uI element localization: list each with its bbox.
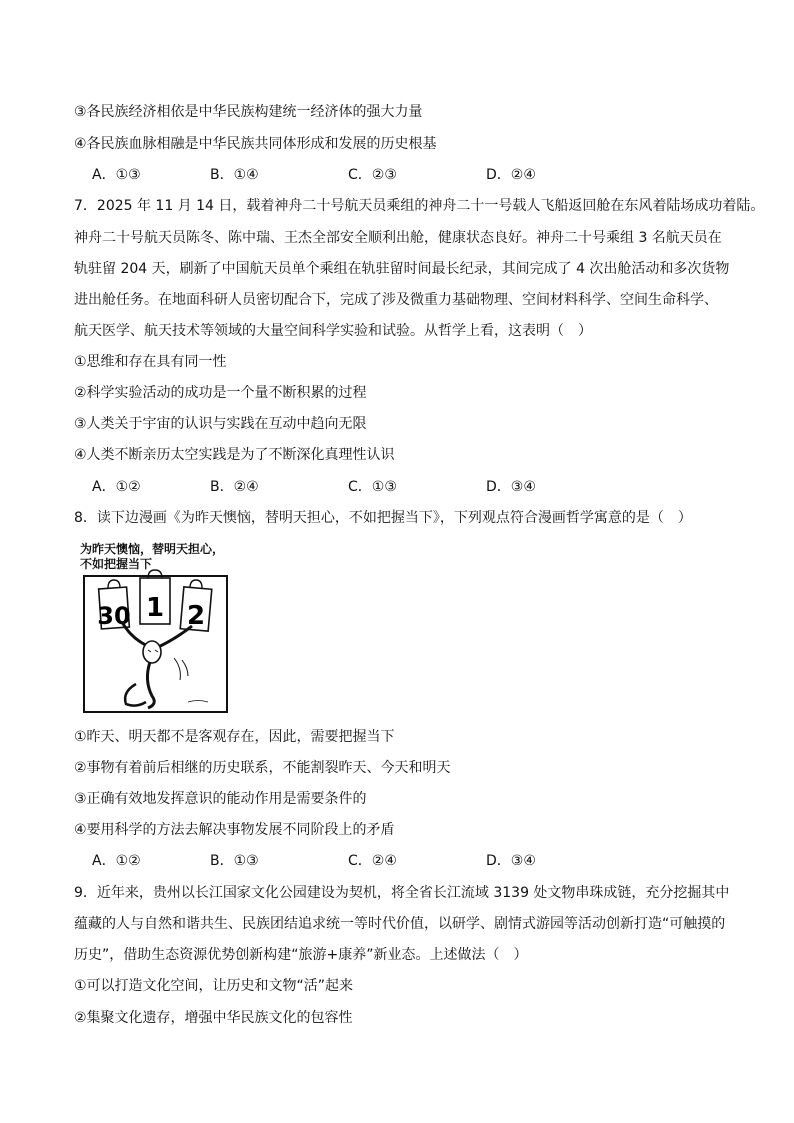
calendar-number-tomorrow: 2 xyxy=(186,601,206,631)
option-b[interactable]: B．①④ xyxy=(210,167,259,183)
q7-stem-line-4: 进出舱任务。在地面科研人员密切配合下，完成了涉及微重力基础物理、空间材料科学、空间生命科学、 xyxy=(74,292,718,308)
q8-statement-1: ①昨天、明天都不是客观存在，因此，需要把握当下 xyxy=(74,729,395,745)
q8-option-c[interactable]: C．②④ xyxy=(348,853,397,869)
q9-statement-1: ①可以打造文化空间，让历史和文物“活”起来 xyxy=(74,978,354,994)
figure-body xyxy=(147,662,154,708)
cartoon-caption-line-2: 不如把握当下 xyxy=(80,557,153,571)
q8-option-d[interactable]: D．③④ xyxy=(486,853,536,869)
q7-option-c[interactable]: C．①③ xyxy=(348,479,397,495)
option-a[interactable]: A．①③ xyxy=(92,167,141,183)
figure-legs xyxy=(125,684,146,706)
q8-statement-4: ④要用科学的方法去解决事物发展不同阶段上的矛盾 xyxy=(74,822,395,838)
figure-head xyxy=(143,641,161,663)
q9-stem-line-3: 历史”，借助生态资源优势创新构建“旅游+康养”新业态。上述做法（ ） xyxy=(74,947,528,963)
q8-option-b[interactable]: B．①③ xyxy=(210,853,259,869)
q7-option-b[interactable]: B．②④ xyxy=(210,479,259,495)
q7-statement-2: ②科学实验活动的成功是一个量不断积累的过程 xyxy=(74,385,367,401)
cartoon-illustration xyxy=(74,540,234,715)
q7-stem-line-1: 7．2025 年 11 月 14 日，载着神舟二十号航天员乘组的神舟二十一号载人飞船返回舱在东风着陆场成功着陆。 xyxy=(74,198,765,214)
q8-statement-3: ③正确有效地发挥意识的能动作用是需要条件的 xyxy=(74,791,367,807)
q7-statement-4: ④人类不断亲历太空实践是为了不断深化真理性认识 xyxy=(74,447,395,463)
q9-stem-line-1: 9．近年来，贵州以长江国家文化公园建设为契机，将全省长江流域 3139 处文物串珠成链，充分挖掘其中 xyxy=(74,885,730,901)
figure-right-arm xyxy=(156,626,192,648)
statement-4: ④各民族血脉相融是中华民族共同体形成和发展的历史根基 xyxy=(74,136,437,152)
q8-option-a[interactable]: A．①② xyxy=(92,853,141,869)
q8-stem: 8．读下边漫画《为昨天懊恼，替明天担心，不如把握当下》，下列观点符合漫画哲学寓意的是（ ） xyxy=(74,510,692,526)
q8-statement-2: ②事物有着前后相继的历史联系，不能割裂昨天、今天和明天 xyxy=(74,760,451,776)
q7-statement-3: ③人类关于宇宙的认识与实践在互动中趋向无限 xyxy=(74,416,367,432)
calendar-number-today: 1 xyxy=(145,593,165,623)
motion-lines xyxy=(174,658,188,680)
calendar-number-yesterday: 30 xyxy=(97,602,131,630)
q9-stem-line-2: 蕴藏的人与自然和谐共生、民族团结追求统一等时代价值，以研学、剧情式游园等活动创新打造“可触摸的 xyxy=(74,916,726,932)
statement-3: ③各民族经济相依是中华民族构建统一经济体的强大力量 xyxy=(74,104,423,120)
q7-option-a[interactable]: A．①② xyxy=(92,479,141,495)
q7-option-d[interactable]: D．③④ xyxy=(486,479,536,495)
artist-signature xyxy=(188,701,208,703)
cartoon-caption-line-1: 为昨天懊恼，替明天担心， xyxy=(80,542,225,556)
option-d[interactable]: D．②④ xyxy=(486,167,536,183)
q7-statement-1: ①思维和存在具有同一性 xyxy=(74,354,227,370)
q7-stem-line-3: 轨驻留 204 天，刷新了中国航天员单个乘组在轨驻留时间最长纪录，其间完成了 4 次出舱活动和多次货物 xyxy=(74,261,730,277)
q7-stem-line-5: 航天医学、航天技术等领域的大量空间科学实验和试验。从哲学上看，这表明（ ） xyxy=(74,323,592,339)
option-c[interactable]: C．②③ xyxy=(348,167,397,183)
q9-statement-2: ②集聚文化遗存，增强中华民族文化的包容性 xyxy=(74,1010,353,1026)
q7-stem-line-2: 神舟二十号航天员陈冬、陈中瑞、王杰全部安全顺利出舱，健康状态良好。神舟二十号乘组 3 名航天员在 xyxy=(74,230,722,246)
